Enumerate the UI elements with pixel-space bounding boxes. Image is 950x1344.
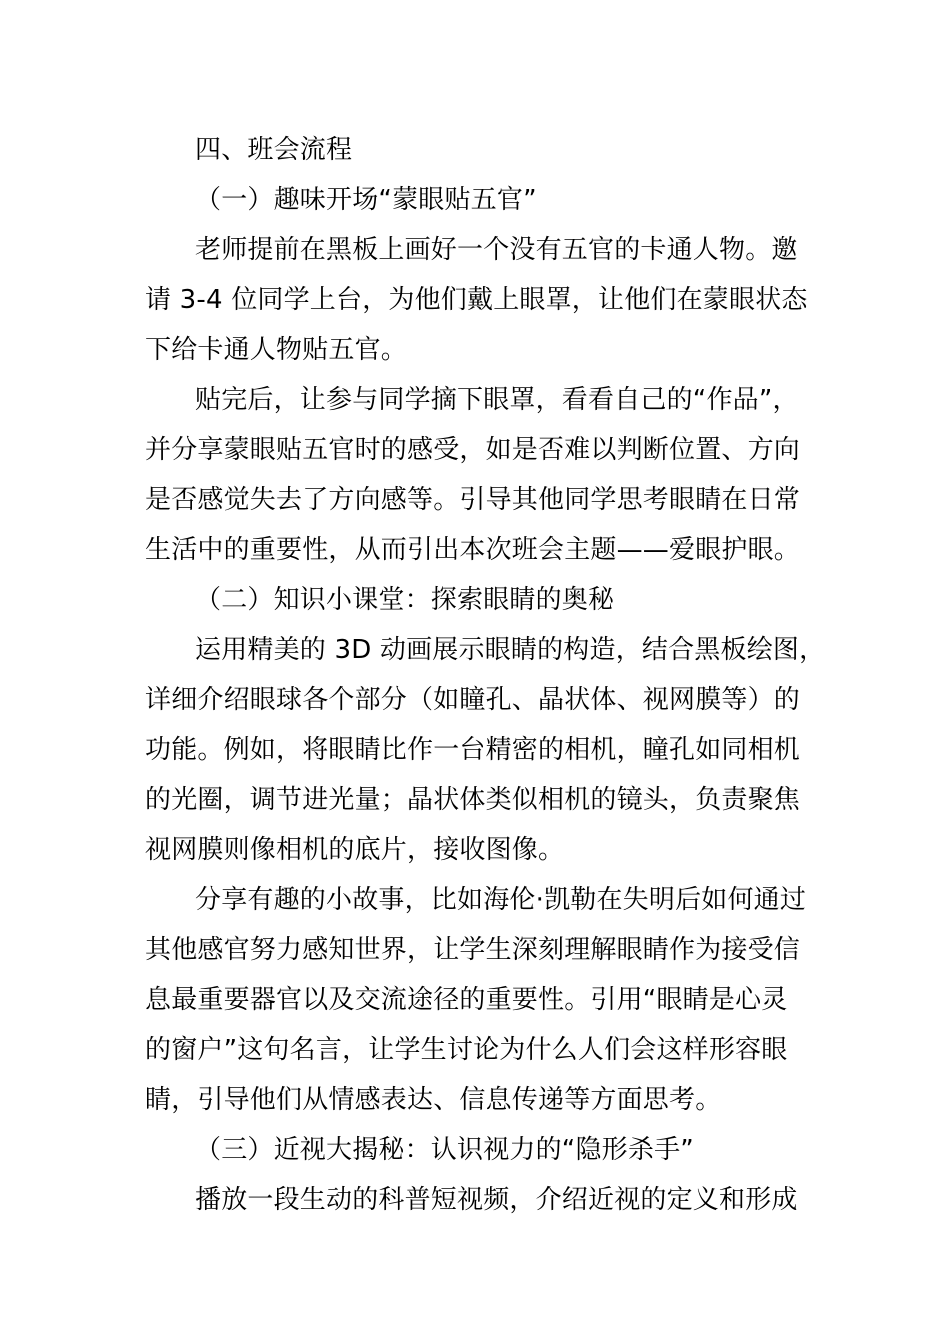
paragraph-line: 生活中的重要性，从而引出本次班会主题——爱眼护眼。 [145, 535, 801, 565]
paragraph-line: 请 3-4 位同学上台，为他们戴上眼罩，让他们在蒙眼状态 [145, 285, 808, 315]
paragraph-line: 功能。例如，将眼睛比作一台精密的相机，瞳孔如同相机 [145, 735, 801, 765]
subsection-heading-1: （一）趣味开场“蒙眼贴五官” [195, 185, 537, 215]
paragraph-line: 老师提前在黑板上画好一个没有五官的卡通人物。邀 [195, 235, 798, 265]
subsection-heading-3: （三）近视大揭秘：认识视力的“隐形杀手” [195, 1135, 694, 1165]
section-heading: 四、班会流程 [195, 135, 353, 165]
paragraph-line: 下给卡通人物贴五官。 [145, 335, 408, 365]
paragraph-line: 息最重要器官以及交流途径的重要性。引用“眼睛是心灵 [145, 985, 788, 1015]
paragraph-line: 睛，引导他们从情感表达、信息传递等方面思考。 [145, 1085, 722, 1115]
paragraph-line: 分享有趣的小故事，比如海伦·凯勒在失明后如何通过 [195, 885, 807, 915]
paragraph-line: 是否感觉失去了方向感等。引导其他同学思考眼睛在日常 [145, 485, 801, 515]
paragraph-line: 并分享蒙眼贴五官时的感受，如是否难以判断位置、方向 [145, 435, 801, 465]
paragraph-line: 贴完后，让参与同学摘下眼罩，看看自己的“作品”， [195, 385, 799, 415]
paragraph-line: 运用精美的 3D 动画展示眼睛的构造，结合黑板绘图， [195, 635, 826, 665]
paragraph-line: 其他感官努力感知世界，让学生深刻理解眼睛作为接受信 [145, 935, 801, 965]
paragraph-line: 视网膜则像相机的底片，接收图像。 [145, 835, 565, 865]
paragraph-line: 的窗户”这句名言，让学生讨论为什么人们会这样形容眼 [145, 1035, 788, 1065]
paragraph-line: 播放一段生动的科普短视频，介绍近视的定义和形成 [195, 1185, 798, 1215]
paragraph-line: 的光圈，调节进光量；晶状体类似相机的镜头，负责聚焦 [145, 785, 801, 815]
paragraph-line: 详细介绍眼球各个部分（如瞳孔、晶状体、视网膜等）的 [145, 685, 801, 715]
subsection-heading-2: （二）知识小课堂：探索眼睛的奥秘 [195, 585, 615, 615]
